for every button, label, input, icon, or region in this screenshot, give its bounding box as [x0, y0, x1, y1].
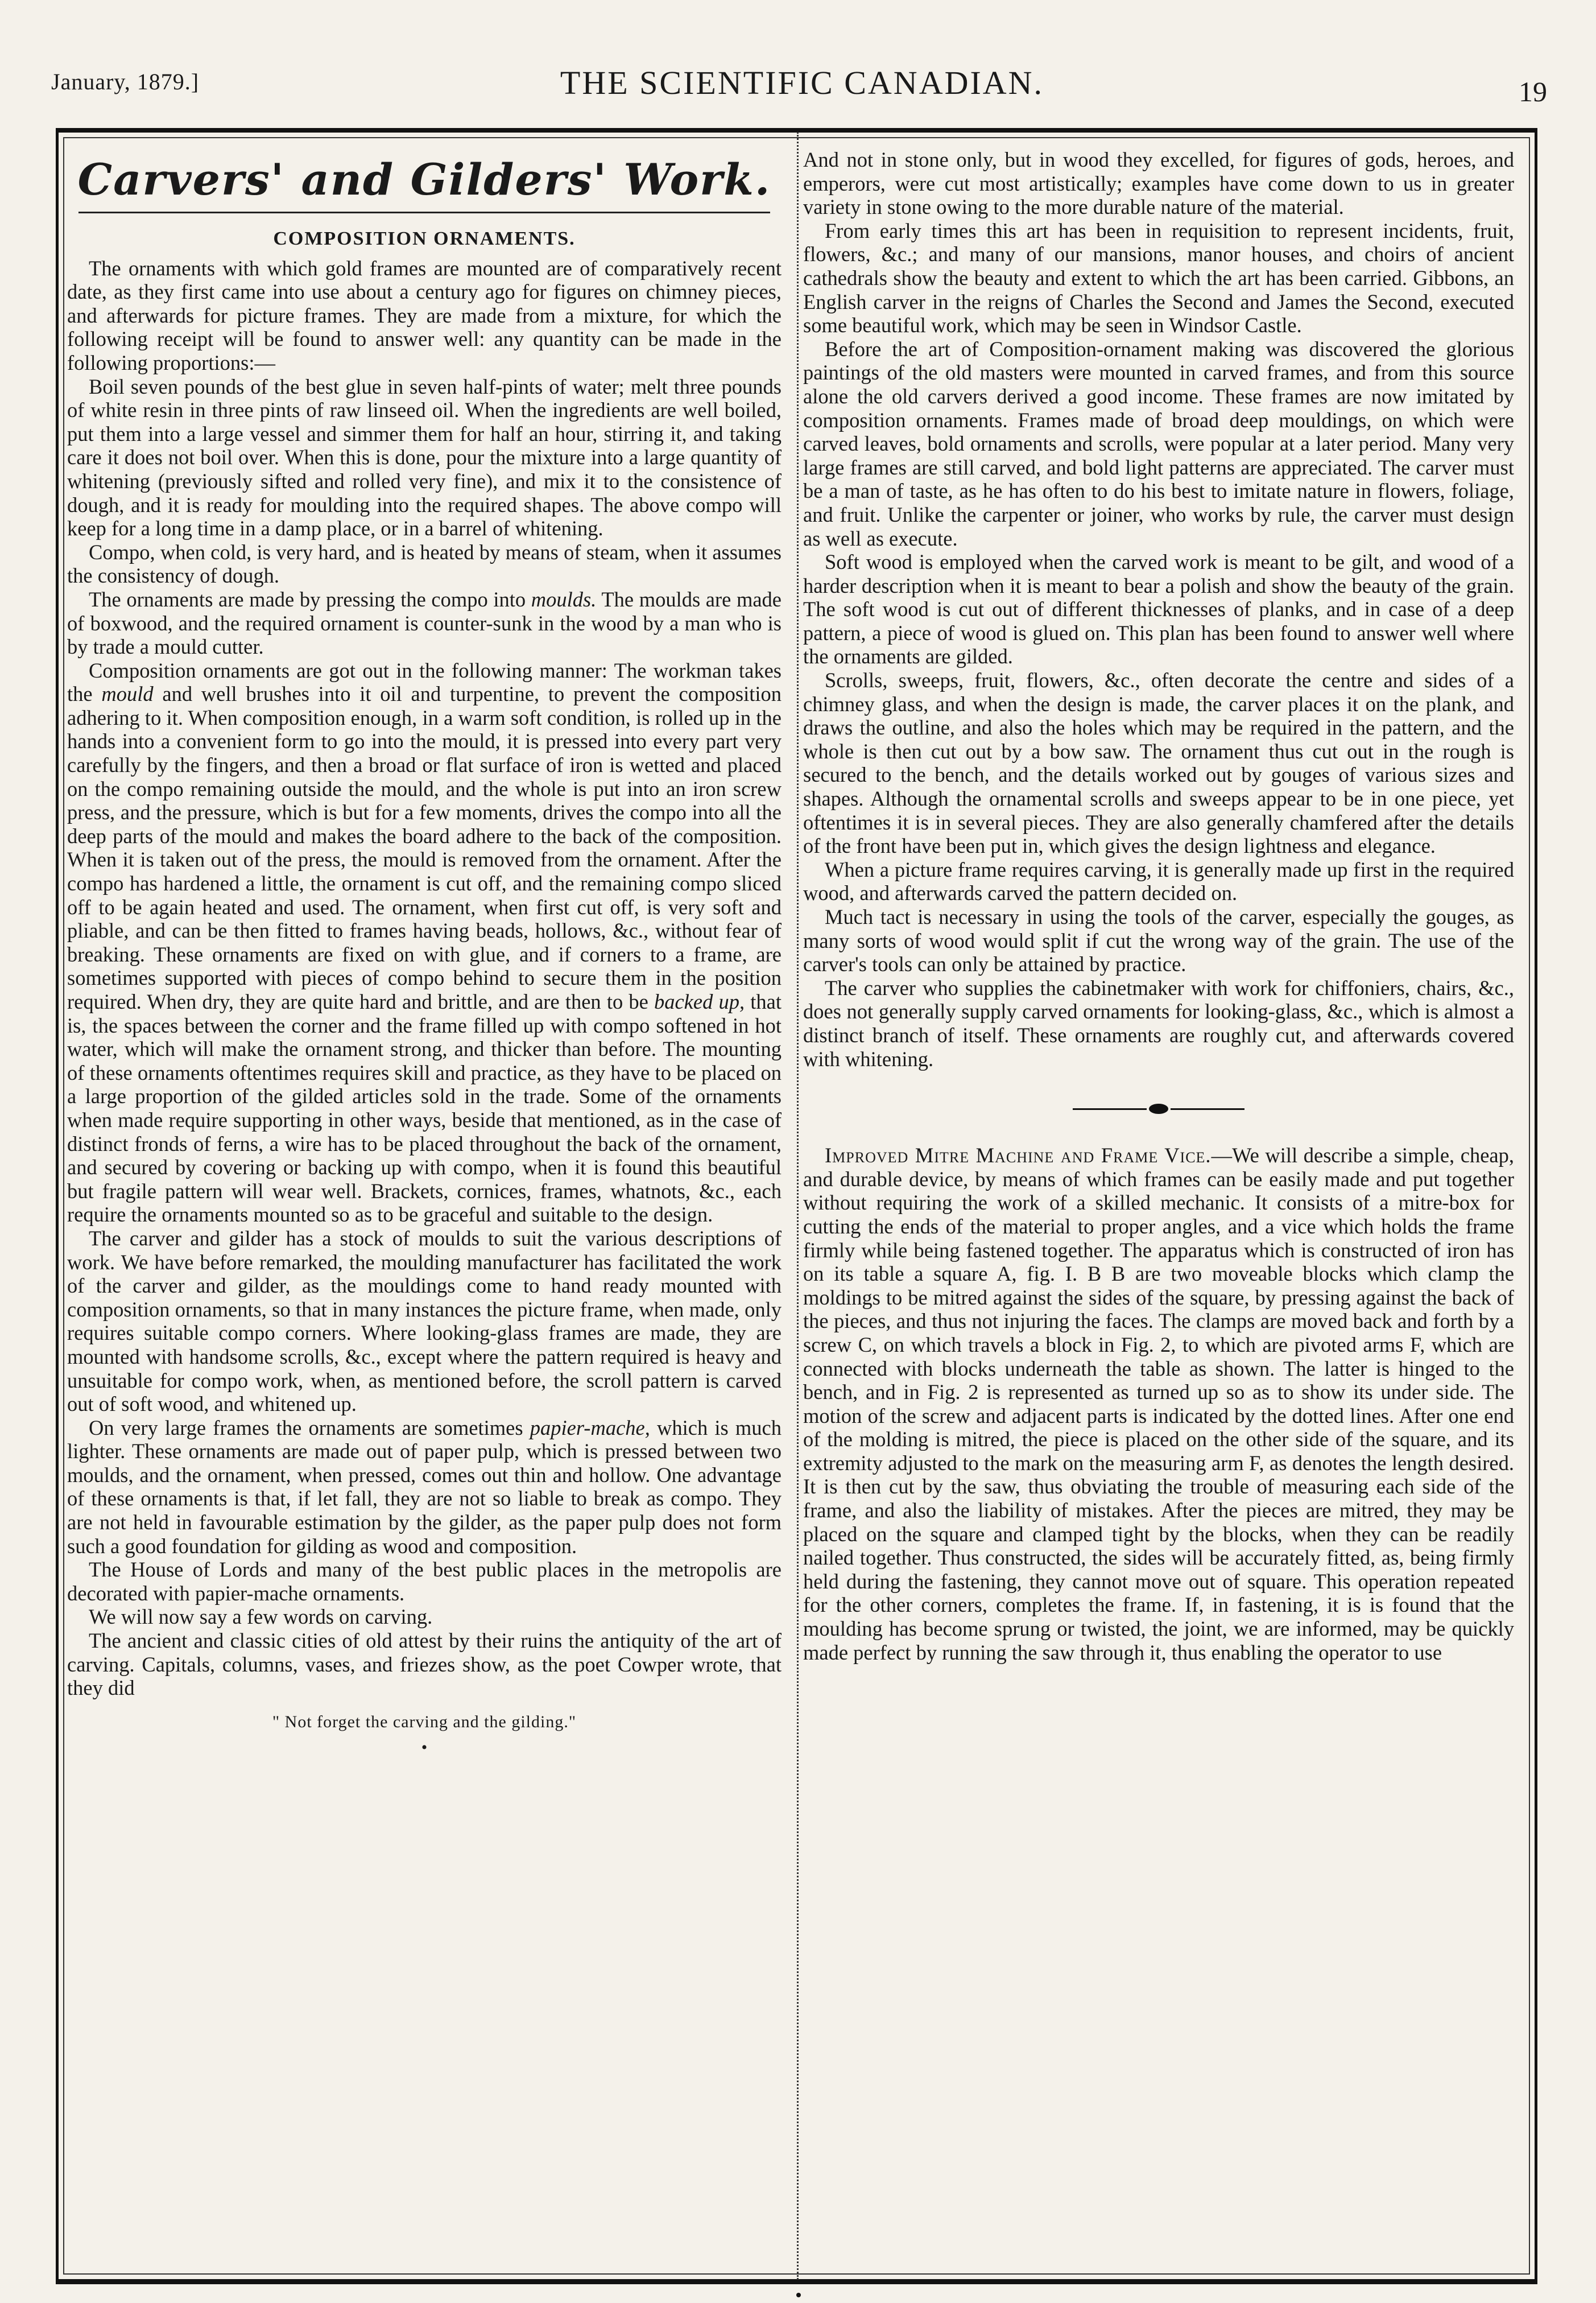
paragraph-text: On very large frames the ornaments are sometimes	[89, 1415, 530, 1439]
paragraph: The ornaments with which gold frames are mounted are of comparatively recent date, as they first came into use about a century ago for figures on chimney pieces, and afterwards for picture frames. They are made from a mixture, for which the following receipt will be found to answer well: any quantity can be made in the following proportions:—	[67, 256, 782, 374]
ornament-center	[1149, 1104, 1168, 1114]
paragraph	[67, 1416, 782, 1558]
page-number: 19	[1519, 76, 1547, 108]
article-heading: Improved Mitre Machine and Frame Vice.	[825, 1144, 1212, 1167]
ornament-line	[1073, 1108, 1147, 1110]
paragraph: Soft wood is employed when the carved work is meant to be gilt, and wood of a harder description when it is meant to bear a polish and show the beauty of the grain. The soft wood is cut out of different thicknesses of planks, and in case of a deep pattern, a piece of wood is glued on. This plan has been found to answer well where the ornaments are gilded.	[803, 550, 1514, 668]
paragraph: And not in stone only, but in wood they excelled, for figures of gods, heroes, and emperors, were cut most artistically; examples have come down to us in greater variety in stone owing to the more durable nature of the material.	[803, 148, 1514, 219]
section-ornament	[803, 1104, 1514, 1114]
paragraph: Much tact is necessary in using the tools of the carver, especially the gouges, as many sorts of wood would split if cut the wrong way of the grain. The use of the carver's tools can only be attained by practice.	[803, 905, 1514, 976]
paragraph-text: and well brushes into it oil and turpentine, to prevent the composition adhering to it. When composition enough, in a warm soft condition, is rolled up in the hands into a convenient form to go into the mould, it is pressed into every part very carefully by the fingers, and then a broad or flat surface of iron is wetted and placed on the compo remaining outside the mould, and the whole is put into an iron screw press, and the pressure, which is but for a few moments, drives the compo into all the deep parts of the mould and makes the board adhere to the back of the composition. When it is taken out of the press, the mould is removed from the ornament. After the compo has hardened a little, the ornament is cut off, and the remaining compo sliced off to be again heated and used. The ornament, when first cut off, is very soft and pliable, and can be then fitted to frames having beads, hollows, &c., without fear of breaking. These ornaments are fixed on with glue, and if corners to a frame, are sometimes supported with pieces of compo behind to secure them in the position required. When dry, they are quite hard and brittle, and are then to be	[67, 682, 782, 1013]
left-column	[67, 148, 782, 1760]
emphasis-text: backed up,	[654, 990, 745, 1013]
paragraph: We will now say a few words on carving.	[89, 1605, 433, 1629]
paragraph-text: that is, the spaces between the corner and the frame filled up with compo softened in hot water, which will make the ornament strong, and thicker than before. The mounting of these ornaments oftentimes requires skill and practice, as they have to be placed on a large proportion of the gilded articles sold in the trade. Some of the ornaments when made require supporting in other ways, beside that mentioned, as in the case of distinct fronds of ferns, a wire has to be placed throughout the back of the ornament, and secured by covering or backing up with compo, when it is found this beautiful but fragile pattern will wear well. Brackets, cornices, frames, whatnots, &c., each require the ornaments mounted so as to be graceful and suitable to the design.	[67, 990, 782, 1227]
paragraph	[67, 659, 782, 1227]
paragraph: Compo, when cold, is very hard, and is heated by means of steam, when it assumes the consistency of dough.	[67, 540, 782, 588]
emphasis-text: papier-mache,	[530, 1415, 650, 1439]
issue-date: January, 1879.]	[51, 69, 200, 94]
poem-quote: " Not forget the carving and the gilding."	[272, 1712, 577, 1731]
end-mark: •	[421, 1738, 428, 1757]
section-title: Carvers' and Gilders' Work.	[77, 154, 771, 205]
right-column	[803, 148, 1514, 1664]
ornament-line	[1171, 1108, 1244, 1110]
paragraph: Scrolls, sweeps, fruit, flowers, &c., often decorate the centre and sides of a chimney glass, and when the design is made, the carver places it on the plank, and draws the outline, and also the holes which may be required in the pattern, and the whole is then cut out by a bow saw. The ornament thus cut out in the rough is secured to the bench, and the details worked out by gouges of various sizes and shapes. Although the ornamental scrolls and sweeps appear to be in one piece, yet oftentimes it is in several pieces. They are also generally chamfered after the details of the front have been put in, which gives the design lightness and elegance.	[803, 668, 1514, 858]
paragraph-text: The ornaments are made by pressing the compo into	[89, 587, 531, 611]
paragraph: From early times this art has been in requisition to represent incidents, fruit, flowers, &c.; and many of our mansions, manor houses, and choirs of ancient cathedrals show the beauty and extent to which the art has been carried. Gibbons, an English carver in the reigns of Charles the Second and James the Second, executed some beautiful work, which may be seen in Windsor Castle.	[803, 218, 1514, 337]
paragraph: The carver and gilder has a stock of moulds to suit the various descriptions of work. We have before remarked, the moulding manufacturer has facilitated the work of the carver and gilder, as the mouldings come to hand ready mounted with composition ornaments, so that in many instances the picture frame, when made, only requires suitable compo corners. Where looking-glass frames are made, they are mounted with handsome scrolls, &c., except where the pattern required is heavy and unsuitable for compo work, when, as mentioned before, the scroll pattern is carved out of soft wood, and whitened up.	[67, 1226, 782, 1416]
paragraph-text: Composition ornaments are got out in the following manner: The workman takes the	[67, 658, 782, 706]
paragraph-text: The moulds are made of boxwood, and the required ornament is counter-sunk in the wood by a man who is by trade a mould cutter.	[67, 587, 782, 659]
emphasis-text: moulds.	[531, 587, 597, 611]
paragraph: The House of Lords and many of the best public places in the metropolis are decorated with papier-mache ornaments.	[67, 1558, 782, 1605]
column-divider	[797, 132, 799, 2280]
paragraph	[803, 1144, 1514, 1664]
article-subheading: COMPOSITION ORNAMENTS.	[273, 228, 576, 249]
paragraph: The carver who supplies the cabinetmaker with work for chiffoniers, chairs, &c., does not generally supply carved ornaments for looking-glass, &c., which is almost a distinct branch of itself. These ornaments are roughly cut, and afterwards covered with whitening.	[803, 976, 1514, 1071]
page-header	[51, 64, 1553, 126]
publication-title: THE SCIENTIFIC CANADIAN.	[560, 64, 1044, 101]
emphasis-text: mould	[101, 682, 154, 706]
paragraph-text: —We will describe a simple, cheap, and durable device, by means of which frames can be easily made and put together without requiring the work of a skilled mechanic. It consists of a mitre-box for cutting the ends of the material to proper angles, and a vice which holds the frame firmly while being fastened together. The apparatus which is constructed of iron has on its table a square A, fig. I. B B are two moveable blocks which clamp the moldings to be mitred against the sides of the square, by pressing against the back of the pieces, and thus not injuring the faces. The clamps are moved back and forth by a screw C, on which travels a block in Fig. 2, to which are pivoted arms F, which are connected with blocks underneath the table as shown. The latter is hinged to the bench, and in Fig. 2 is represented as turned up so as to show its under side. The motion of the screw and adjacent parts is indicated by the dotted lines. After one end of the molding is mitred, the piece is placed on the other side of the square, and its extremity adjusted to the mark on the measuring arm F, as denotes the length desired. It is then cut by the saw, thus obviating the trouble of measuring each side of the frame, and also the liability of mistakes. After the pieces are mitred, they may be placed on the square and clamped tight by the blocks, when they can be readily nailed together. Thus constructed, the sides will be accurately fitted, as, being firmly held during the fastening, they cannot move out of square. This operation repeated for the other corners, completes the frame. If, in fastening, it is is found that the moulding has become sprung or twisted, the joint, we are informed, may be quickly made perfect by running the saw through it, thus enabling the operator to use	[803, 1144, 1514, 1664]
paragraph: Boil seven pounds of the best glue in seven half-pints of water; melt three pounds of white resin in three pints of raw linseed oil. When the ingredients are well boiled, put them into a large vessel and simmer them for half an hour, stirring it, and taking care it does not boil over. When this is done, pour the mixture into a large quantity of whitening (previously sifted and rolled very fine), and mix it to the consistence of dough, and it is ready for moulding into the required shapes. The above compo will keep for a long time in a damp place, or in a barrel of whitening.	[67, 374, 782, 540]
paragraph: Before the art of Composition-ornament making was discovered the glorious paintings of the old masters were mounted in carved frames, and from this source alone the old carvers derived a good income. These frames are now imitated by composition ornaments. Frames made of broad deep mouldings, on which were carved leaves, bold ornaments and scrolls, were popular at a later period. Many very large frames are still carved, and bold light patterns are appreciated. The carver must be a man of taste, as he has often to do his best to imitate nature in flowers, foliage, and fruit. Unlike the carpenter or joiner, who works by rule, the carver must design as well as execute.	[803, 337, 1514, 550]
paragraph: The ancient and classic cities of old attest by their ruins the antiquity of the art of carving. Capitals, columns, vases, and friezes show, as the poet Cowper wrote, that they did	[67, 1629, 782, 1700]
title-rule	[78, 212, 770, 213]
paragraph-text: which is much lighter. These ornaments are made out of paper pulp, which is pressed between two moulds, and the ornament, when pressed, comes out thin and hollow. One advantage of these ornaments is that, if let fall, they are not so liable to break as compo. They are not held in favourable estimation by the gilder, as the paper pulp does not form such a good foundation for gilding as wood and composition.	[67, 1415, 782, 1558]
paragraph: When a picture frame requires carving, it is generally made up first in the required wood, and afterwards carved the pattern decided on.	[803, 857, 1514, 905]
paragraph	[67, 588, 782, 659]
bottom-mark	[796, 2293, 801, 2297]
